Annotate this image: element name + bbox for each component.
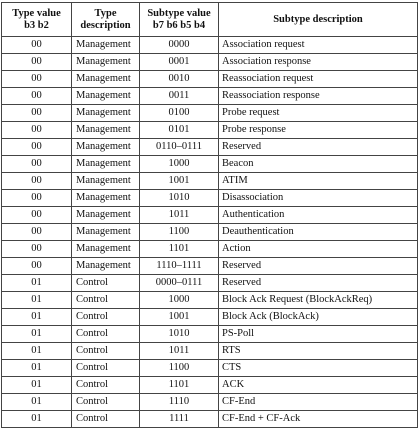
- header-type-description-line1: Type: [94, 7, 117, 19]
- table-row: [2, 343, 418, 360]
- type-description-cell: Control: [72, 377, 140, 394]
- type-value-cell: 00: [2, 105, 72, 122]
- subtype-value-cell: 1000: [140, 156, 219, 173]
- type-value-cell: 01: [2, 309, 72, 326]
- subtype-description-cell: Probe request: [219, 105, 418, 122]
- table-row: [2, 241, 418, 258]
- table-row: [2, 88, 418, 105]
- frame-type-table: [1, 2, 418, 428]
- type-description-cell: Management: [72, 54, 140, 71]
- table-row: [2, 360, 418, 377]
- table-row: [2, 394, 418, 411]
- header-type-value-line2: b3 b2: [24, 19, 49, 31]
- subtype-value-cell: 1000: [140, 292, 219, 309]
- table-row: [2, 224, 418, 241]
- subtype-value-cell: 1100: [140, 224, 219, 241]
- header-type-value-line1: Type value: [12, 7, 61, 19]
- subtype-description-cell: Reserved: [219, 275, 418, 292]
- header-subtype-value-line1: Subtype value: [147, 7, 211, 19]
- subtype-description-cell: CTS: [219, 360, 418, 377]
- table-row: [2, 71, 418, 88]
- subtype-value-cell: 0011: [140, 88, 219, 105]
- subtype-value-cell: 0101: [140, 122, 219, 139]
- type-value-cell: 01: [2, 275, 72, 292]
- type-value-cell: 00: [2, 156, 72, 173]
- subtype-description-cell: Beacon: [219, 156, 418, 173]
- table-row: [2, 411, 418, 428]
- type-description-cell: Management: [72, 241, 140, 258]
- type-value-cell: 01: [2, 326, 72, 343]
- type-description-cell: Control: [72, 360, 140, 377]
- type-value-cell: 01: [2, 411, 72, 428]
- table-row: [2, 326, 418, 343]
- type-value-cell: 00: [2, 37, 72, 54]
- type-description-cell: Control: [72, 411, 140, 428]
- subtype-value-cell: 0110–0111: [140, 139, 219, 156]
- header-type-value: [2, 3, 72, 37]
- header-row: [2, 3, 418, 37]
- table-header: [2, 3, 418, 37]
- subtype-description-cell: CF-End: [219, 394, 418, 411]
- subtype-value-cell: 1111: [140, 411, 219, 428]
- table-body: [2, 37, 418, 428]
- header-subtype-description: [219, 3, 418, 37]
- subtype-description-cell: ACK: [219, 377, 418, 394]
- subtype-value-cell: 1100: [140, 360, 219, 377]
- type-description-cell: Control: [72, 326, 140, 343]
- subtype-value-cell: 1001: [140, 309, 219, 326]
- type-value-cell: 00: [2, 139, 72, 156]
- subtype-description-cell: ATIM: [219, 173, 418, 190]
- subtype-value-cell: 1010: [140, 326, 219, 343]
- type-description-cell: Management: [72, 88, 140, 105]
- type-description-cell: Management: [72, 173, 140, 190]
- type-value-cell: 00: [2, 190, 72, 207]
- table-row: [2, 37, 418, 54]
- subtype-value-cell: 1001: [140, 173, 219, 190]
- header-type-description: [72, 3, 140, 37]
- table-row: [2, 207, 418, 224]
- subtype-value-cell: 0100: [140, 105, 219, 122]
- type-description-cell: Control: [72, 309, 140, 326]
- table-row: [2, 258, 418, 275]
- subtype-description-cell: Probe response: [219, 122, 418, 139]
- type-description-cell: Management: [72, 207, 140, 224]
- table-row: [2, 54, 418, 71]
- subtype-value-cell: 1101: [140, 377, 219, 394]
- type-value-cell: 01: [2, 394, 72, 411]
- table-row: [2, 173, 418, 190]
- table-row: [2, 377, 418, 394]
- subtype-value-cell: 1110–1111: [140, 258, 219, 275]
- type-description-cell: Management: [72, 224, 140, 241]
- type-description-cell: Management: [72, 156, 140, 173]
- type-value-cell: 00: [2, 88, 72, 105]
- type-value-cell: 00: [2, 122, 72, 139]
- header-type-description-line2: description: [80, 19, 131, 31]
- type-value-cell: 01: [2, 343, 72, 360]
- type-description-cell: Management: [72, 122, 140, 139]
- table-row: [2, 309, 418, 326]
- table-row: [2, 292, 418, 309]
- subtype-value-cell: 1101: [140, 241, 219, 258]
- table-row: [2, 156, 418, 173]
- type-description-cell: Control: [72, 343, 140, 360]
- header-subtype-value-line2: b7 b6 b5 b4: [152, 19, 206, 31]
- subtype-value-cell: 0000: [140, 37, 219, 54]
- subtype-value-cell: 1110: [140, 394, 219, 411]
- subtype-value-cell: 1011: [140, 207, 219, 224]
- subtype-description-cell: Reassociation request: [219, 71, 418, 88]
- subtype-description-cell: Block Ack (BlockAck): [219, 309, 418, 326]
- subtype-description-cell: PS-Poll: [219, 326, 418, 343]
- type-description-cell: Control: [72, 292, 140, 309]
- subtype-description-cell: Association response: [219, 54, 418, 71]
- subtype-description-cell: Reassociation response: [219, 88, 418, 105]
- header-subtype-description-text: Subtype description: [273, 13, 363, 25]
- type-description-cell: Management: [72, 105, 140, 122]
- subtype-value-cell: 0010: [140, 71, 219, 88]
- subtype-description-cell: Association request: [219, 37, 418, 54]
- table-row: [2, 190, 418, 207]
- table-row: [2, 105, 418, 122]
- type-value-cell: 00: [2, 207, 72, 224]
- type-description-cell: Control: [72, 275, 140, 292]
- subtype-description-cell: Action: [219, 241, 418, 258]
- type-value-cell: 00: [2, 224, 72, 241]
- type-description-cell: Control: [72, 394, 140, 411]
- subtype-description-cell: RTS: [219, 343, 418, 360]
- table-row: [2, 275, 418, 292]
- type-description-cell: Management: [72, 71, 140, 88]
- subtype-description-cell: CF-End + CF-Ack: [219, 411, 418, 428]
- subtype-description-cell: Reserved: [219, 139, 418, 156]
- subtype-description-cell: Authentication: [219, 207, 418, 224]
- subtype-description-cell: Deauthentication: [219, 224, 418, 241]
- table-row: [2, 122, 418, 139]
- subtype-description-cell: Disassociation: [219, 190, 418, 207]
- type-value-cell: 00: [2, 71, 72, 88]
- type-description-cell: Management: [72, 37, 140, 54]
- type-value-cell: 00: [2, 241, 72, 258]
- type-value-cell: 01: [2, 292, 72, 309]
- subtype-description-cell: Reserved: [219, 258, 418, 275]
- subtype-value-cell: 0001: [140, 54, 219, 71]
- subtype-value-cell: 0000–0111: [140, 275, 219, 292]
- subtype-value-cell: 1010: [140, 190, 219, 207]
- type-description-cell: Management: [72, 258, 140, 275]
- type-value-cell: 00: [2, 258, 72, 275]
- type-description-cell: Management: [72, 139, 140, 156]
- type-value-cell: 00: [2, 173, 72, 190]
- type-value-cell: 00: [2, 54, 72, 71]
- type-description-cell: Management: [72, 190, 140, 207]
- header-subtype-value: [140, 3, 219, 37]
- table-row: [2, 139, 418, 156]
- subtype-description-cell: Block Ack Request (BlockAckReq): [219, 292, 418, 309]
- subtype-value-cell: 1011: [140, 343, 219, 360]
- type-value-cell: 01: [2, 360, 72, 377]
- type-value-cell: 01: [2, 377, 72, 394]
